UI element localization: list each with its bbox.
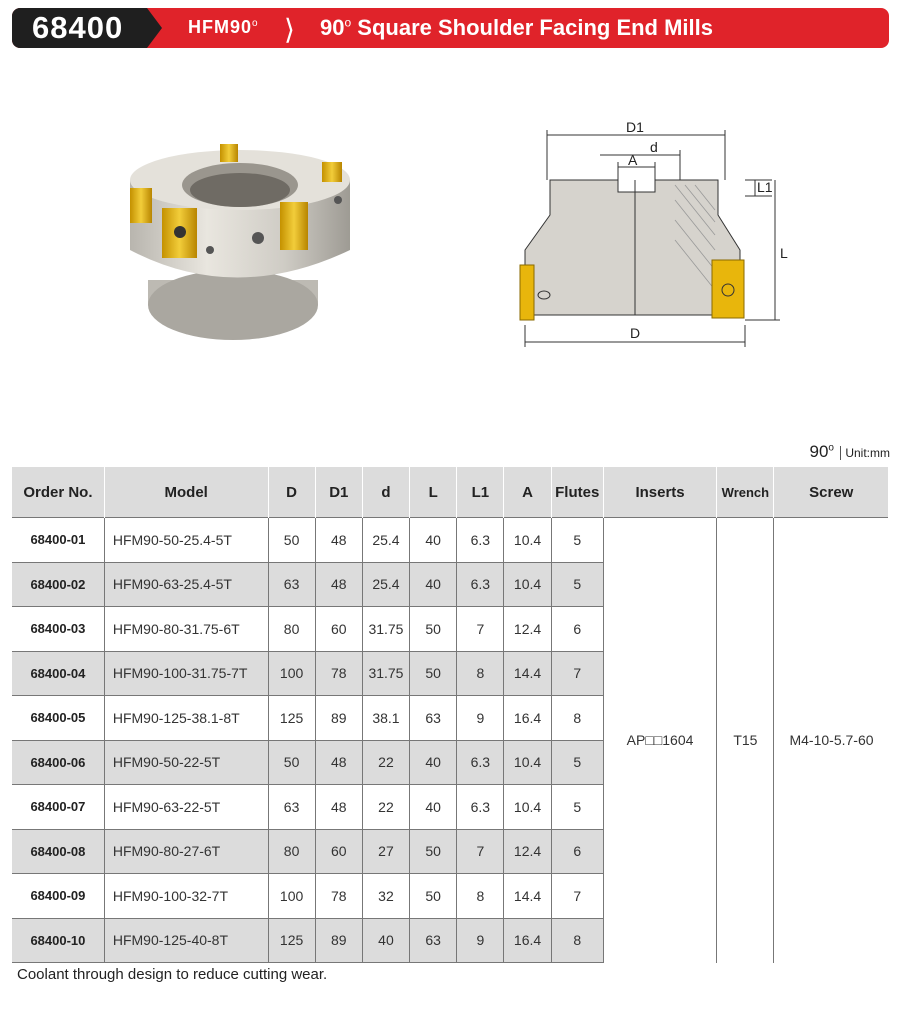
cell-D1: 60 xyxy=(315,829,362,874)
table-header-row xyxy=(12,467,889,518)
cell-A: 12.4 xyxy=(504,607,551,652)
cell-L: 40 xyxy=(410,785,457,830)
cell-D1: 48 xyxy=(315,740,362,785)
cell-L1: 8 xyxy=(457,874,504,919)
cell-order-no: 68400-04 xyxy=(12,651,104,696)
cell-A: 10.4 xyxy=(504,740,551,785)
cell-D: 80 xyxy=(268,607,315,652)
cell-screw: M4-10-5.7-60 xyxy=(774,518,889,963)
cell-wrench: T15 xyxy=(717,518,774,963)
cell-A: 14.4 xyxy=(504,874,551,919)
cell-A: 14.4 xyxy=(504,651,551,696)
cell-D: 63 xyxy=(268,785,315,830)
cell-model: HFM90-100-32-7T xyxy=(104,874,268,919)
cell-L1: 6.3 xyxy=(457,562,504,607)
label-L: L xyxy=(780,245,788,261)
cell-flutes: 5 xyxy=(551,562,603,607)
cell-D1: 48 xyxy=(315,518,362,563)
cell-order-no: 68400-09 xyxy=(12,874,104,919)
cell-D1: 48 xyxy=(315,785,362,830)
header-screw: Screw xyxy=(774,467,889,518)
cell-order-no: 68400-01 xyxy=(12,518,104,563)
header-A: A xyxy=(504,467,551,518)
header-inserts: Inserts xyxy=(603,467,716,518)
chevron-right-icon: ⟩ xyxy=(284,14,295,45)
product-photo xyxy=(100,130,370,360)
cell-model: HFM90-125-40-8T xyxy=(104,918,268,963)
cell-flutes: 5 xyxy=(551,785,603,830)
cell-d: 22 xyxy=(362,740,409,785)
cell-D: 100 xyxy=(268,651,315,696)
table-row xyxy=(12,518,889,563)
cell-L: 40 xyxy=(410,518,457,563)
cell-model: HFM90-80-27-6T xyxy=(104,829,268,874)
cell-d: 22 xyxy=(362,785,409,830)
cell-D: 125 xyxy=(268,696,315,741)
cell-D1: 78 xyxy=(315,874,362,919)
header-L: L xyxy=(410,467,457,518)
label-L1: L1 xyxy=(757,179,773,195)
header-D: D xyxy=(268,467,315,518)
cell-D1: 89 xyxy=(315,918,362,963)
cell-L: 40 xyxy=(410,562,457,607)
cell-d: 31.75 xyxy=(362,607,409,652)
cell-d: 38.1 xyxy=(362,696,409,741)
header-flutes: Flutes xyxy=(551,467,603,518)
cell-D: 80 xyxy=(268,829,315,874)
cell-model: HFM90-125-38.1-8T xyxy=(104,696,268,741)
header-order-no: Order No. xyxy=(12,467,104,518)
cell-D: 100 xyxy=(268,874,315,919)
cell-order-no: 68400-07 xyxy=(12,785,104,830)
cell-L: 63 xyxy=(410,918,457,963)
cell-model: HFM90-50-22-5T xyxy=(104,740,268,785)
cell-D: 63 xyxy=(268,562,315,607)
cell-L1: 7 xyxy=(457,607,504,652)
cell-d: 40 xyxy=(362,918,409,963)
cell-A: 12.4 xyxy=(504,829,551,874)
title-banner xyxy=(12,8,889,48)
unit-indicator xyxy=(810,442,891,462)
header-D1: D1 xyxy=(315,467,362,518)
cell-flutes: 5 xyxy=(551,740,603,785)
cell-flutes: 5 xyxy=(551,518,603,563)
cell-order-no: 68400-02 xyxy=(12,562,104,607)
angle-label: 90$^o$ xyxy=(809,442,834,461)
header-L1: L1 xyxy=(457,467,504,518)
cell-d: 32 xyxy=(362,874,409,919)
cell-D1: 60 xyxy=(315,607,362,652)
dimension-drawing xyxy=(500,110,810,360)
cell-L: 50 xyxy=(410,829,457,874)
cell-D: 50 xyxy=(268,518,315,563)
cell-D1: 89 xyxy=(315,696,362,741)
cell-D1: 78 xyxy=(315,651,362,696)
cell-model: HFM90-100-31.75-7T xyxy=(104,651,268,696)
label-A: A xyxy=(628,152,638,168)
cell-model: HFM90-50-25.4-5T xyxy=(104,518,268,563)
cell-order-no: 68400-08 xyxy=(12,829,104,874)
cell-flutes: 7 xyxy=(551,651,603,696)
cell-L: 40 xyxy=(410,740,457,785)
label-D1: D1 xyxy=(626,119,644,135)
header-wrench: Wrench xyxy=(717,467,774,518)
cell-d: 25.4 xyxy=(362,518,409,563)
cell-D: 50 xyxy=(268,740,315,785)
cell-order-no: 68400-10 xyxy=(12,918,104,963)
cell-L: 63 xyxy=(410,696,457,741)
cell-A: 10.4 xyxy=(504,562,551,607)
cell-flutes: 8 xyxy=(551,696,603,741)
cell-A: 10.4 xyxy=(504,785,551,830)
header-model: Model xyxy=(104,467,268,518)
cell-d: 31.75 xyxy=(362,651,409,696)
cell-flutes: 7 xyxy=(551,874,603,919)
cell-L1: 7 xyxy=(457,829,504,874)
cell-L: 50 xyxy=(410,651,457,696)
cell-model: HFM90-63-22-5T xyxy=(104,785,268,830)
footer-note: Coolant through design to reduce cutting wear. xyxy=(17,966,328,983)
cell-inserts: AP□□1604 xyxy=(603,518,716,963)
cell-A: 16.4 xyxy=(504,696,551,741)
header-d: d xyxy=(362,467,409,518)
cell-L: 50 xyxy=(410,874,457,919)
cell-L1: 8 xyxy=(457,651,504,696)
cell-L1: 9 xyxy=(457,696,504,741)
cell-order-no: 68400-05 xyxy=(12,696,104,741)
cell-flutes: 6 xyxy=(551,829,603,874)
cell-D: 125 xyxy=(268,918,315,963)
cell-d: 25.4 xyxy=(362,562,409,607)
unit-label: Unit:mm xyxy=(840,446,890,460)
cell-model: HFM90-80-31.75-6T xyxy=(104,607,268,652)
cell-D1: 48 xyxy=(315,562,362,607)
cell-A: 10.4 xyxy=(504,518,551,563)
cell-model: HFM90-63-25.4-5T xyxy=(104,562,268,607)
spec-table xyxy=(12,467,889,963)
cell-flutes: 6 xyxy=(551,607,603,652)
cell-L: 50 xyxy=(410,607,457,652)
cell-flutes: 8 xyxy=(551,918,603,963)
label-D: D xyxy=(630,325,641,341)
cell-L1: 6.3 xyxy=(457,518,504,563)
cell-A: 16.4 xyxy=(504,918,551,963)
cell-d: 27 xyxy=(362,829,409,874)
page-title: 90$^o$ Square Shoulder Facing End Mills xyxy=(320,15,714,40)
cell-order-no: 68400-06 xyxy=(12,740,104,785)
label-d: d xyxy=(650,139,658,155)
cell-L1: 6.3 xyxy=(457,740,504,785)
series-name: HFM90$^o$ xyxy=(188,17,259,37)
cell-L1: 9 xyxy=(457,918,504,963)
cell-L1: 6.3 xyxy=(457,785,504,830)
product-code: 68400 xyxy=(32,10,124,45)
cell-order-no: 68400-03 xyxy=(12,607,104,652)
